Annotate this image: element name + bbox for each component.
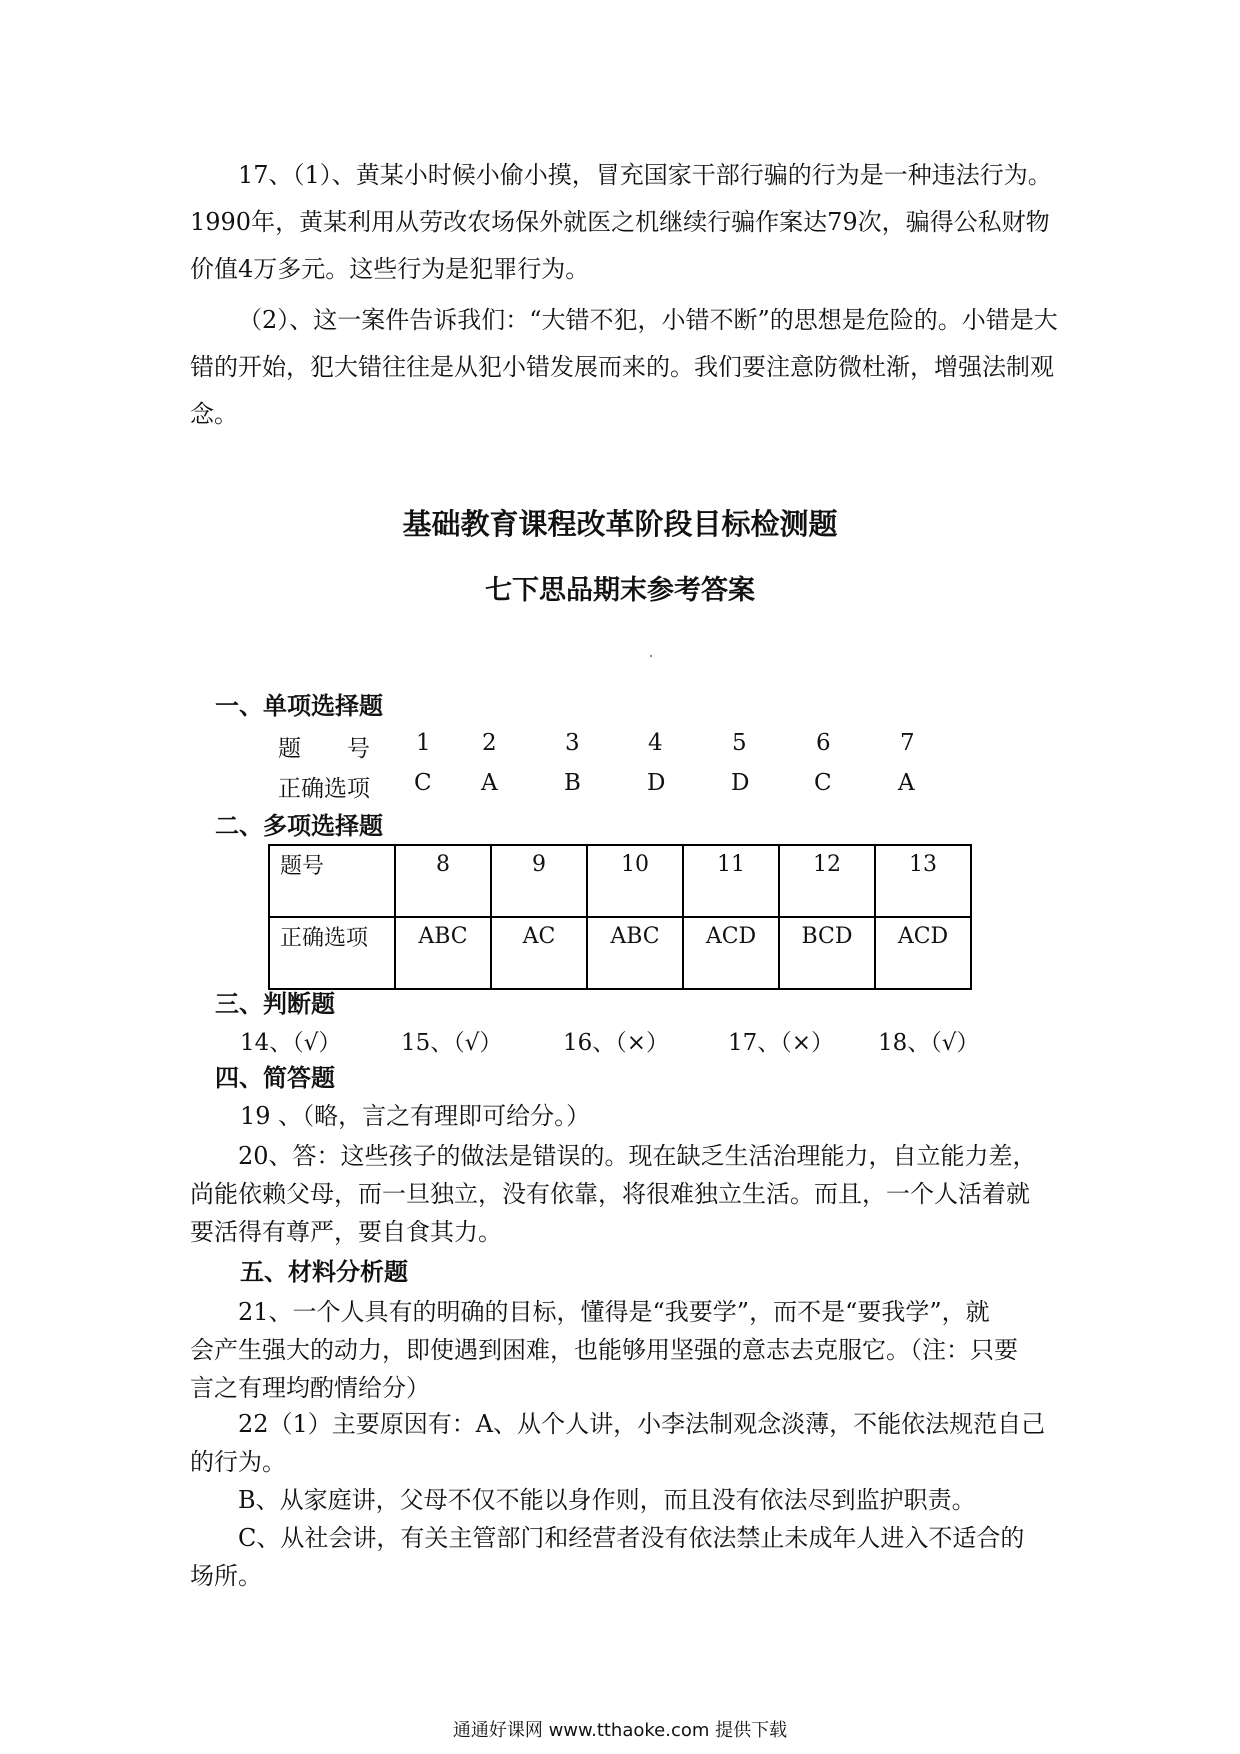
q17-part1: 17、（1）、黄某小时候小偷小摸，冒充国家干部行骗的行为是一种违法行为。1990年，黄某利用从劳改农场保外就医之机继续行骗作案达79次，骗得公私财物价值4万多元。这些行为是犯罪行为。 xyxy=(190,161,1052,283)
single-choice-answer: A xyxy=(481,770,498,796)
table-cell: AC xyxy=(491,917,587,989)
single-choice-number: 4 xyxy=(648,730,663,756)
table-cell: 9 xyxy=(491,845,587,917)
q21-line: 会产生强大的动力，即使遇到困难，也能够用坚强的意志去克服它。（注：只要 xyxy=(190,1336,1018,1364)
judgement-item: 15、（√） xyxy=(401,1030,503,1056)
section-short-answer: 四、简答题 xyxy=(215,1063,335,1092)
single-choice-answer: C xyxy=(814,770,832,796)
q20-line: 20、答：这些孩子的做法是错误的。现在缺乏生活治理能力，自立能力差， xyxy=(190,1142,1037,1170)
q22-line: 场所。 xyxy=(190,1562,262,1590)
single-choice-answer: C xyxy=(414,770,432,796)
q22-line: B、从家庭讲，父母不仅不能以身作则，而且没有依法尽到监护职责。 xyxy=(190,1486,976,1514)
table-cell: 13 xyxy=(875,845,971,917)
table-cell: ACD xyxy=(683,917,779,989)
judgement-item: 16、（×） xyxy=(563,1030,670,1056)
q22-line: C、从社会讲，有关主管部门和经营者没有依法禁止未成年人进入不适合的 xyxy=(190,1524,1025,1552)
multi-choice-table xyxy=(268,844,972,990)
table-cell: 12 xyxy=(779,845,875,917)
single-choice-answer: D xyxy=(731,770,750,796)
table-cell: 11 xyxy=(683,845,779,917)
single-choice-number: 2 xyxy=(482,730,497,756)
table-cell: ACD xyxy=(875,917,971,989)
section-analysis: 五、材料分析题 xyxy=(240,1257,408,1286)
section-judgement: 三、判断题 xyxy=(215,989,335,1018)
table-row xyxy=(269,845,971,917)
judgement-item: 18、（√） xyxy=(878,1030,980,1056)
single-choice-number: 6 xyxy=(816,730,831,756)
q21-line: 21、一个人具有的明确的目标，懂得是“我要学”，而不是“要我学”，就 xyxy=(190,1298,990,1326)
single-choice-answer: D xyxy=(647,770,666,796)
single-choice-number: 5 xyxy=(732,730,747,756)
single-choice-number: 3 xyxy=(565,730,580,756)
section-single-choice: 一、单项选择题 xyxy=(215,691,383,720)
multi-choice-label-number: 题号 xyxy=(269,845,395,917)
q17-part2: （2）、这一案件告诉我们：“大错不犯，小错不断”的思想是危险的。小错是大错的开始，犯大错往往是从犯小错发展而来的。我们要注意防微杜渐，增强法制观念。 xyxy=(190,306,1058,428)
judgement-item: 17、（×） xyxy=(728,1030,835,1056)
multi-choice-label-answer: 正确选项 xyxy=(269,917,395,989)
footer-text: 通通好课网 www.tthaoke.com 提供下载 xyxy=(452,1720,788,1741)
dot-mark xyxy=(650,655,652,657)
table-cell: 10 xyxy=(587,845,683,917)
single-choice-answer: A xyxy=(898,770,915,796)
q20-line: 尚能依赖父母，而一旦独立，没有依靠，将很难独立生活。而且，一个人活着就 xyxy=(190,1180,1030,1208)
single-choice-answer: B xyxy=(564,770,581,796)
q22-line: 22（1）主要原因有：A、从个人讲，小李法制观念淡薄，不能依法规范自己 xyxy=(190,1410,1046,1438)
table-cell: 8 xyxy=(395,845,491,917)
table-cell: ABC xyxy=(395,917,491,989)
single-choice-label-number: 题 号 xyxy=(278,736,370,762)
single-choice-label-answer: 正确选项 xyxy=(278,776,370,802)
table-cell: BCD xyxy=(779,917,875,989)
page-subtitle: 七下思品期末参考答案 xyxy=(485,575,755,606)
q19-text: 19 、（略，言之有理即可给分。） xyxy=(240,1102,591,1130)
q20-line: 要活得有尊严，要自食其力。 xyxy=(190,1218,502,1246)
single-choice-number: 1 xyxy=(416,730,431,756)
section-multi-choice: 二、多项选择题 xyxy=(215,811,383,840)
judgement-item: 14、（√） xyxy=(240,1030,342,1056)
q22-line: 的行为。 xyxy=(190,1448,286,1476)
table-cell: ABC xyxy=(587,917,683,989)
single-choice-number: 7 xyxy=(900,730,915,756)
table-row xyxy=(269,917,971,989)
q21-line: 言之有理均酌情给分） xyxy=(190,1374,430,1402)
page-title: 基础教育课程改革阶段目标检测题 xyxy=(402,507,838,541)
